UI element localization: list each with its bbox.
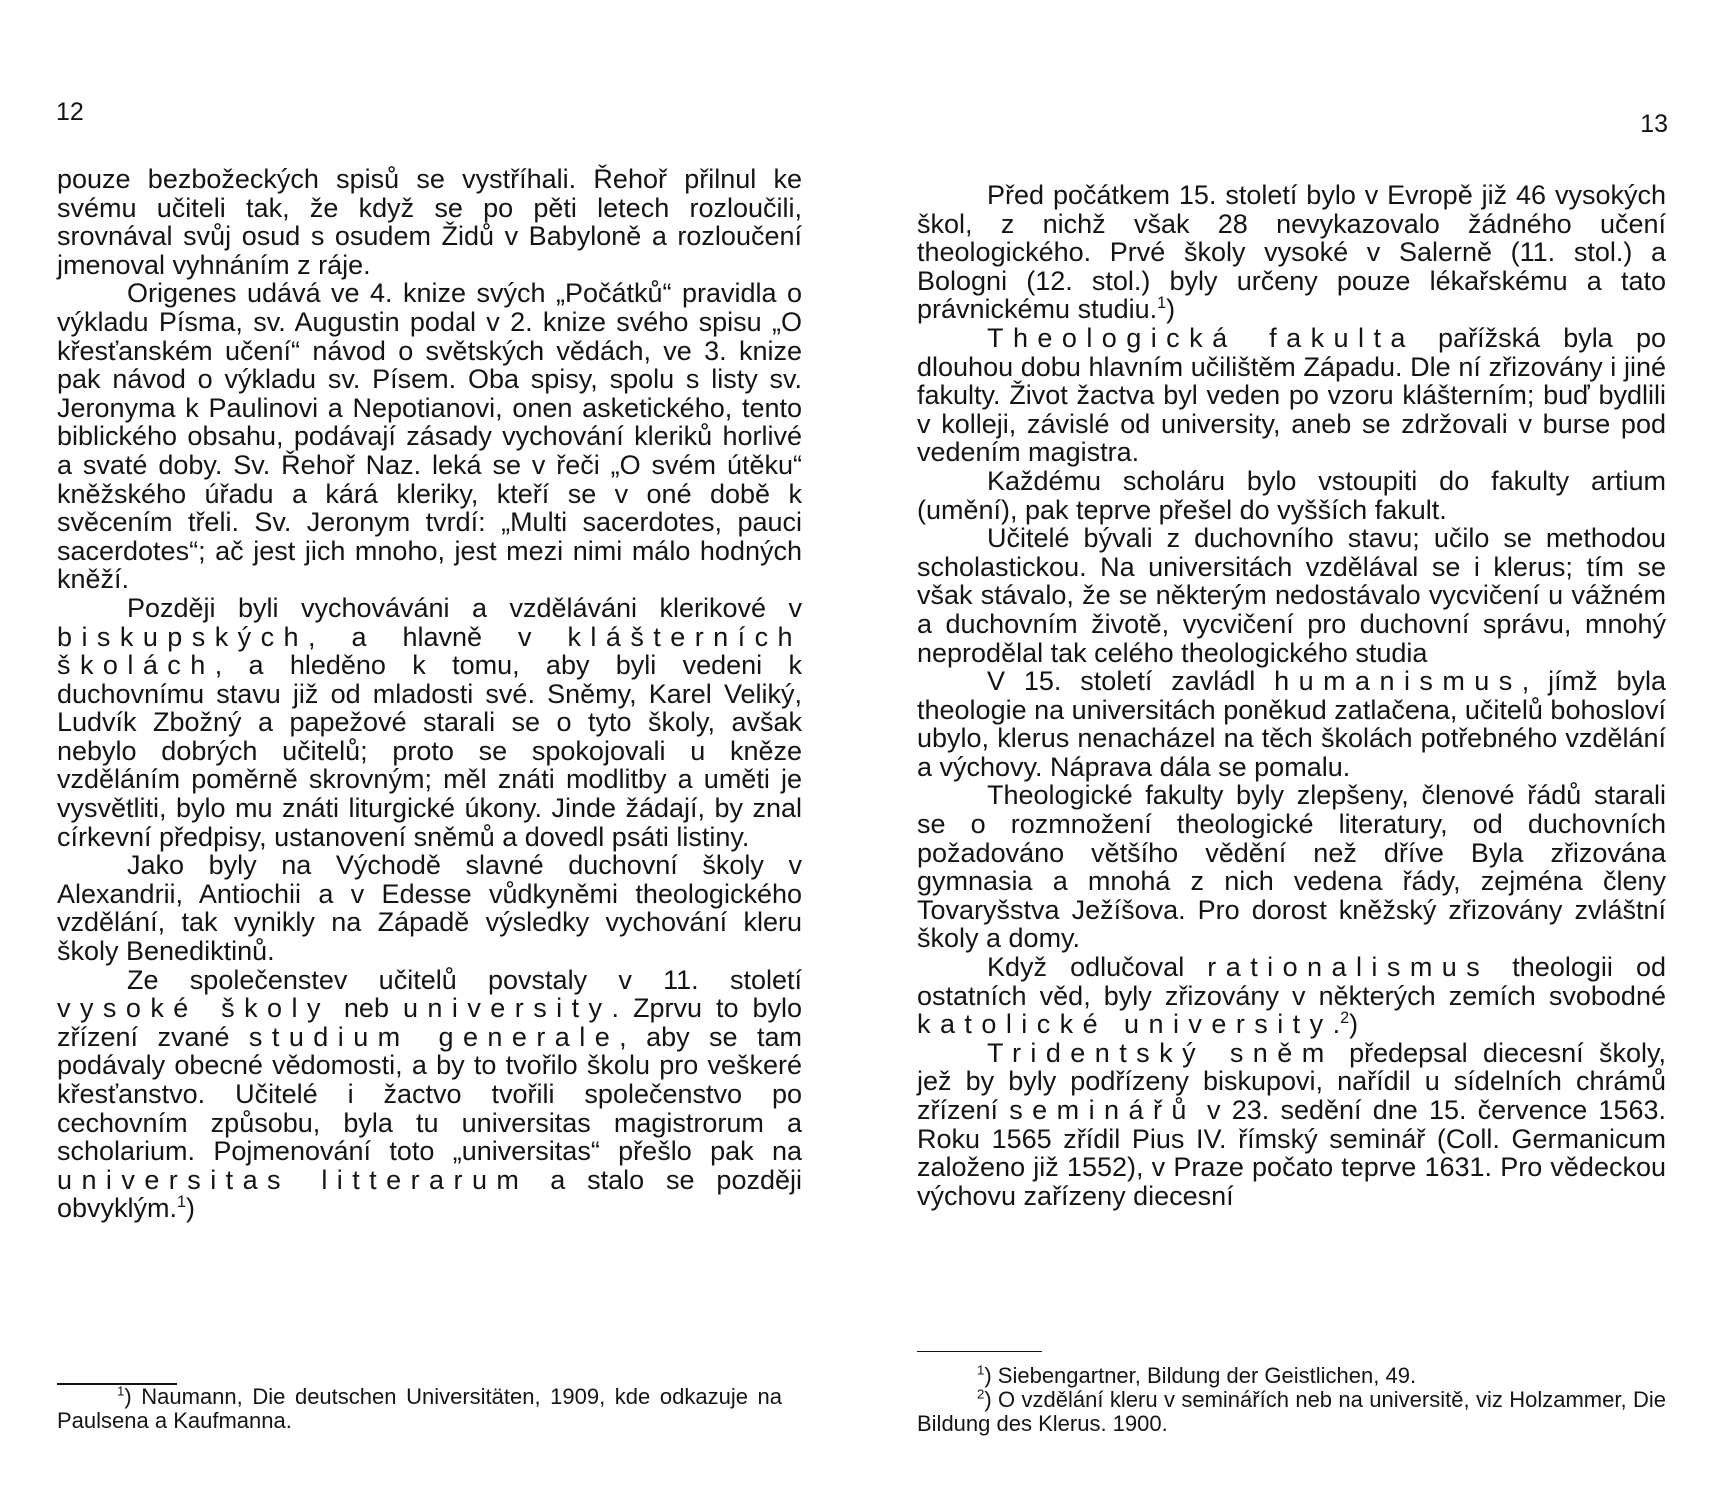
text-run: Před počátkem 15. století bylo v Evropě již 46 vysokých škol, z nichž však 28 nevykazovalo žádného učení theologického. Prvé školy vysoké v Salerně (11. stol.) a Bologni (12. stol.) byly určeny pouze lékařskému a tato právnickému studiu. [917,180,1666,325]
spaced-emphasis: klášterních školách [57,621,802,681]
page-number: 13 [1640,110,1668,138]
text-run: ) [186,1193,196,1224]
paragraph [917,1039,1666,1211]
text-run: , a hleděno k tomu, aby byli vedeni k duchovnímu stavu již od mladosti své. Sněmy, Karel Veliký, Ludvík Zbožný a papežové starali se o tyto školy, avšak nebylo dobrých učitelů; proto se spokojovali u kněze vzděláním poměrně skrovným; měl znáti modlitby a uměti je vysvětliti, bylo mu znáti liturgické úkony. Jinde žádají, by znal církevní předpisy, ustanovení sněmů a dovedl psáti listiny. [57,650,802,852]
text-run: ) [1349,1009,1359,1040]
spaced-emphasis: katolické university [917,1009,1333,1040]
paragraph: pouze bezbožeckých spisů se vystříhali. Řehoř přilnul ke svému učiteli tak, že když se po pěti letech rozloučili, srovnával svůj osud s osudem Židů v Babyloně a rozloučení jmenoval vyhnáním z ráje. [57,164,802,280]
text-run: Když odlučoval [987,952,1208,983]
spaced-emphasis: biskupských [57,621,309,652]
paragraph [917,667,1666,781]
paragraph [917,953,1666,1039]
text-run: . [1332,1009,1341,1040]
spaced-emphasis: Tridentský sněm [987,1037,1334,1068]
text-run: a stalo se později obvyklým. [57,1164,802,1224]
spaced-emphasis: Theologická fakulta [987,322,1415,353]
paragraph [917,324,1666,467]
left-page-body [57,165,802,1223]
text-run: . Zprvu to bylo zřízení zvané [57,993,802,1052]
paragraph [917,181,1666,324]
footnote-marker: 1 [177,1193,187,1212]
page-number: 12 [56,98,84,126]
spaced-emphasis: studium generale [248,1021,620,1052]
text-run: theologii od ostatních věd, byly zřizovány v některých zemích svobodné [917,952,1666,1011]
paragraph: Učitelé bývali z duchovního stavu; učilo se methodou scholastickou. Na universitách vzdělával se i klerus; tím se však stávalo, že se některým nedostávalo vycvičení u vážném a duchovním životě, vycvičení pro duchovní správu, mnohý neprodělal tak celého theologického studia [917,523,1666,668]
paragraph: Každému scholáru bylo vstoupiti do fakulty artium (umění), pak teprve přešel do vyšších fakult. [917,465,1666,525]
text-run: neb [329,993,403,1024]
footnote-marker: 1 [1157,294,1167,313]
footnotes [917,1364,1666,1436]
footnote-text: ) Siebengartner, Bildung der Geistlichen, 49. [984,1363,1417,1388]
footnotes [57,1385,782,1433]
footnote-text: ) O vzdělání kleru v seminářích neb na universitě, viz Holzammer, Die Bildung des Klerus. 1900. [917,1387,1666,1436]
text-run: v 23. sedění dne 15. července 1563. Roku 1565 zřídil Pius IV. římský seminář (Coll. Germanicum založeno již 1552), v Praze počato teprve 1631. Pro vědeckou výchovu zařízeny diecesní [917,1095,1666,1211]
footnote-text: ) Naumann, Die deutschen Universitäten, 1909, kde odkazuje na Paulsena a Kaufmanna. [57,1384,782,1433]
text-run: Později byli vychováváni a vzděláváni klerikové v [127,592,802,623]
footnote-marker: 2 [977,1386,985,1402]
footnote [917,1388,1666,1436]
footnote [57,1385,782,1433]
paragraph: Jako byly na Východě slavné duchovní školy v Alexandrii, Antiochii a v Edesse vůdkyněmi theologického vzdělání, tak vynikly na Západě výsledky vychování kleru školy Benediktinů. [57,850,802,967]
text-run: Ze společenstev učitelů povstaly v 11. století [127,964,802,995]
text-run: , jímž byla theologie na universitách poněkud zatlačena, učitelů bohosloví ubylo, klerus nenacházel na těch školách potřebného vzdělání a výchovy. Náprava dála se pomalu. [917,666,1667,782]
paragraph [57,966,802,1223]
paragraph [57,594,802,851]
footnote-marker: 1 [117,1383,125,1399]
footnote-marker: 2 [1340,1009,1350,1028]
footnote-marker: 1 [977,1362,985,1378]
paragraph: Theologické fakulty byly zlepšeny, členové řádů starali se o rozmnožení theologické literatury, od duchovních požadováno většího vědění než dříve Byla zřizována gymnasia a mnohá z nich vedena řády, zejména členy Tovaryšstva Ježíšova. Pro dorost kněžský zřizovány zvláštní školy a domy. [917,780,1666,954]
paragraph: Origenes udává ve 4. knize svých „Počátků“ pravidla o výkladu Písma, sv. Augustin podal v 2. knize svého spisu „O křesťanském učení“ návod o světských vědách, ve 3. knize pak návod o výkladu sv. Písem. Oba spisy, spolu s listy sv. Jeronyma k Paulinovi a Nepotianovi, onen asketického, tento biblického obsahu, podávají zásady vychování kleriků horlivé a svaté doby. Sv. Řehoř Naz. leká se v řeči „O svém útěku“ kněžského úřadu a kárá kleriky, kteří se v oné době k svěcením třeli. Sv. Jeronym tvrdí: „Multi sacerdotes, pauci sacerdotes“; ač jest jich mnoho, jest mezi nimi málo hodných kněží. [57,278,802,595]
text-run: , aby se tam podávaly obecné vědomosti, a by to tvořilo školu pro veškeré křesťanstvo. Učitelé i žactvo tvořili společenstvo po cechovním způsobu, byla tu universitas magistrorum a scholarium. Pojmenování toto „universitas“ přešlo pak na [57,1021,802,1167]
text-run: ) [1166,294,1176,325]
spaced-emphasis: vysoké školy [57,993,330,1024]
right-page [855,0,1710,1500]
spaced-emphasis: seminářů [1009,1095,1196,1125]
spaced-emphasis: universitas litterarum [57,1164,529,1195]
text-run: pařížská byla po dlouhou dobu hlavním učilištěm Západu. Dle ní zřizovány i jiné fakulty. Život žactva byl veden po vzoru klášterním; buď bydlili v kolleji, závislé od university, aneb se zdržovali v burse pod vedením magistra. [917,322,1666,468]
text-run: , a hlavně v [308,621,568,652]
footnote [917,1364,1666,1388]
spaced-emphasis: university [402,993,612,1024]
spaced-emphasis: humanismus [1274,666,1522,697]
right-page-body [917,181,1666,1210]
spaced-emphasis: rationalismus [1207,952,1490,983]
text-run: předepsal diecesní školy, jež by byly podřízeny biskupovi, nařídil u sídelních chrámů zřízení [917,1037,1666,1125]
footnote-rule [917,1351,1042,1352]
text-run: V 15. století zavládl [987,666,1275,697]
